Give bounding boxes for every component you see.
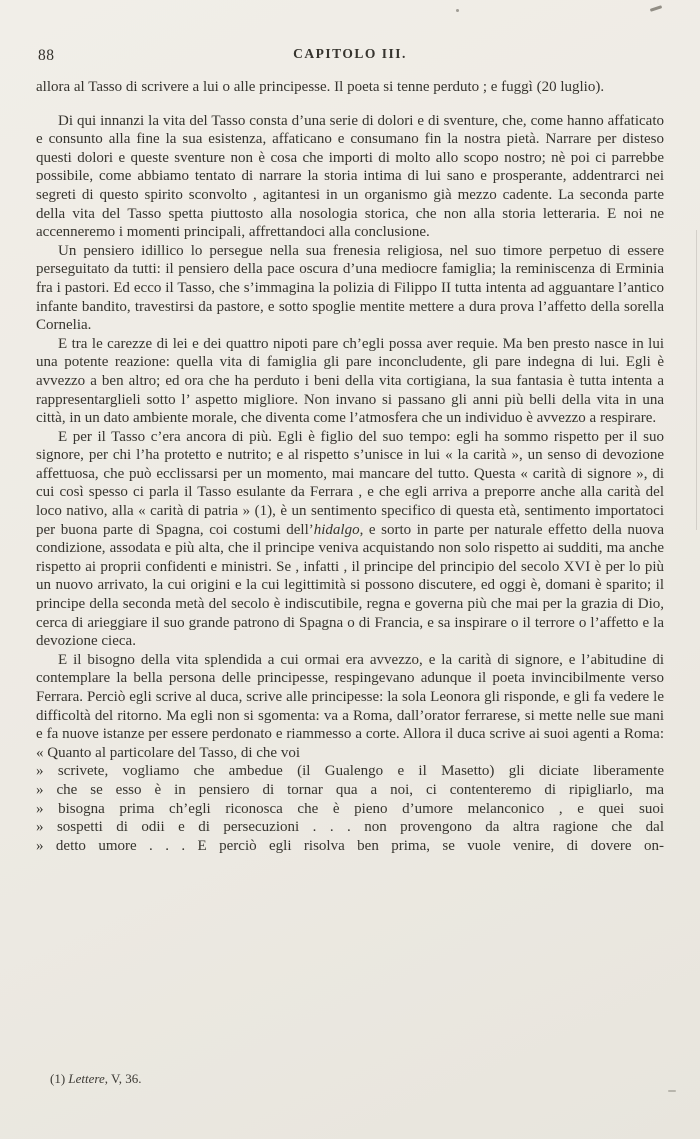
paragraph: E il bisogno della vita splendida a cui ormai era avvezzo, e la carità di signore, e l’abitudine di contemplare la bella persona delle principesse, respingevano adunque il poeta invincibilmente verso Ferrara. Perciò egli scrive al duca, scrive alle principesse: la sola Leonora gli risponde, e gli fa vedere le difficoltà del ritorno. Ma egli non si sgomenta: va a Roma, dall’orator ferrarese, si mette nelle sue mani e fa nuove istanze per essere perdonato e riammesso a corte. Allora il duca scrive ai suoi agenti a Roma: « Quanto al particolare del Tasso, di che voi [36, 651, 664, 761]
italic-word: hidalgo [313, 521, 360, 538]
running-head [36, 46, 664, 66]
quote-line: » che se esso è in pensiero di tornar qua a noi, ci contenteremo di ripigliarlo, ma [36, 781, 664, 798]
quote-line: » bisogna prima ch’egli riconosca che è pieno d’umore melanconico , e quei suoi [36, 800, 664, 817]
paragraph [36, 428, 664, 651]
paragraph: Di qui innanzi la vita del Tasso consta d’una serie di dolori e di sventure, che, come hanno affaticato e consunto alla fine la sua esistenza, affaticano e consumano fin la nostra pietà. Narrare per disteso questi dolori e queste sventure non è cosa che importi di molto allo scopo nostro; nè poi ci parrebbe possibile, come abbiamo tentato di narrare la storia intima di lui sano e prosperante, addentrarci nei segreti di questo spirito sconvolto , agitantesi in un organismo già mezzo cadente. La seconda parte della vita del Tasso spetta piuttosto alla nosologia storica, che non alla storia letteraria. E noi ne accenneremo i momenti principali, affrettandoci alla conclusione. [36, 112, 664, 241]
page-number: 88 [38, 47, 55, 64]
scan-speck [668, 1090, 676, 1092]
paragraph: allora al Tasso di scrivere a lui o alle principesse. Il poeta si tenne perduto ; e fuggì (20 luglio). [36, 79, 605, 95]
quote-line: » scrivete, vogliamo che ambedue (il Gualengo e il Masetto) gli diciate liberamente [36, 763, 664, 780]
text-segment: , e sorto in parte per naturale effetto della nuova condizione, assodata e più alta, che il principe veniva acquistando non solo rispetto ai sudditi, ma anche rispetto ai proprii confidenti e ministri. Se , infatti , il principe del principio del secolo XVI è per lo più un nuovo arrivato, la cui origini e la cui legittimità si possono discutere, ed oggi è, domani è sparito; il principe della seconda metà del secolo è indiscutibile, regna e governa più che mai per la grazia di Dio, cerca di arieggiare il suo grande patrono di Spagna o di Francia, e sa inspirare o il terrore o l’affetto e la devozione cieca. [36, 521, 665, 650]
footnote-reference: , V, 36. [104, 1071, 142, 1086]
text-segment: E per il Tasso c’era ancora di più. Egli è figlio del suo tempo: egli ha sommo rispetto per il suo signore, per chi l’ha protetto e nutrito; e al rispetto s’unisce in lui « la carità », un senso di devozione affettuosa, che può ecclissarsi per un momento, mai mancare del tutto. Questa « carità di signore », di cui così spesso ci parla il Tasso esulante da Ferrara , e che egli arriva a preporre anche alla carità del loco nativo, alla « carità di patria » (1), è un sentimento specifico di questa età, sentimento importatoci per buona parte di Spagna, coi costumi dell’ [36, 428, 664, 538]
chapter-heading: CAPITOLO III. [293, 46, 407, 61]
footnote-marker: (1) [50, 1071, 69, 1086]
quote-line: » detto umore . . . E perciò egli risolva ben prima, se vuole venire, di dovere on- [36, 837, 664, 854]
paragraph: E tra le carezze di lei e dei quattro nipoti pare ch’egli possa aver requie. Ma ben presto nasce in lui una potente reazione: quella vita di famiglia gli pare inconcludente, gli pare indegna di lui. Egli è avvezzo a ben altro; ed ora che ha perduto i beni della vita cortigiana, la sua fantasia è tutta intenta a rappresentarglieli sotto l’ aspetto migliore. Non invano si passano gli anni più belli della vita in una città, in un dato ambiente morale, che diventa come l’atmosfera che un individuo è avvezzo a respirare. [36, 335, 664, 427]
scan-speck [650, 5, 662, 12]
scan-edge-artifact [696, 230, 697, 530]
footnote-work-title: Lettere [68, 1071, 105, 1086]
quote-line: » sospetti di odii e di persecuzioni . . . non provengono da altra ragione che dal [36, 819, 664, 836]
footnote [50, 1071, 142, 1087]
paragraph: Un pensiero idillico lo persegue nella sua frenesia religiosa, nel suo timore perpetuo di essere perseguitato da tutti: il pensiero della pace oscura d’una mediocre famiglia; la reminiscenza di Erminia fra i pastori. Ed ecco il Tasso, che s’immagina la polizia di Filippo II tutta intenta ad agguantare l’antico infante bandito, travestirsi da pastore, e sotto spoglie mentite mettere a dura prova l’affetto della sorella Cornelia. [36, 242, 664, 334]
scan-speck [456, 9, 459, 12]
body-text [36, 78, 664, 855]
